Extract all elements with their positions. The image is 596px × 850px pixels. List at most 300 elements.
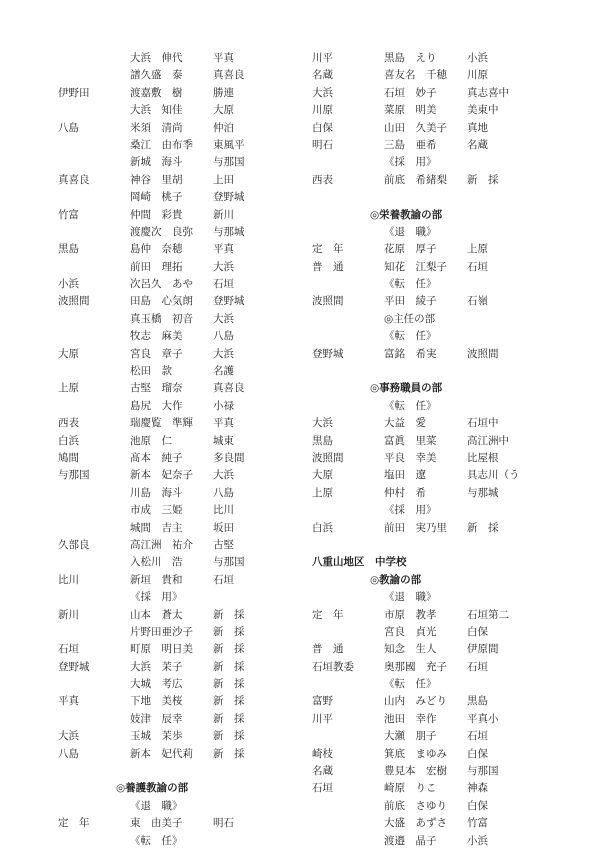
- personnel-row: [58, 172, 328, 189]
- destination: 具志川（う: [467, 469, 520, 482]
- destination: 東風平: [213, 138, 245, 151]
- destination: 多良間: [213, 451, 245, 464]
- personnel-row: [58, 154, 328, 171]
- section-heading-row: [312, 572, 582, 589]
- destination: 与那城: [467, 486, 499, 499]
- subheading: 《退 職》: [384, 225, 437, 238]
- person-name: 大益 愛: [384, 417, 426, 430]
- destination: 上原: [467, 243, 488, 256]
- destination: 比川: [213, 504, 234, 517]
- person-name: 知花 江梨子: [384, 260, 447, 273]
- personnel-row: [58, 659, 328, 676]
- blank-row: [312, 363, 582, 380]
- personnel-row: [312, 433, 582, 450]
- personnel-row: [312, 467, 582, 484]
- school-name: 真喜良: [58, 173, 90, 186]
- school-name: 崎枝: [312, 747, 333, 760]
- person-name: 大浜 茉子: [130, 660, 183, 673]
- subheading: 《退 職》: [130, 799, 183, 812]
- personnel-row: [312, 241, 582, 258]
- school-name: 比川: [58, 573, 79, 586]
- person-name: 田島 心気朗: [130, 295, 193, 308]
- person-name: 真玉橋 初音: [130, 312, 193, 325]
- personnel-row: [312, 67, 582, 84]
- person-name: 宮良 章子: [130, 347, 183, 360]
- destination: 川原: [467, 69, 488, 82]
- personnel-row: [58, 485, 328, 502]
- destination: 大浜: [213, 469, 234, 482]
- person-name: 山内 みどり: [384, 695, 447, 708]
- destination: 比屋根: [467, 451, 499, 464]
- school-name: 白浜: [312, 521, 333, 534]
- person-name: 新本 妃代莉: [130, 747, 193, 760]
- personnel-row: [58, 102, 328, 119]
- district-heading-row: [312, 554, 582, 571]
- school-name: 八島: [58, 121, 79, 134]
- district-heading: 八重山地区 中学校: [312, 556, 407, 569]
- personnel-row: [312, 624, 582, 641]
- person-name: 新垣 貴和: [130, 573, 183, 586]
- destination: 新 採: [213, 643, 245, 656]
- school-name: 波照間: [58, 295, 90, 308]
- subheading: 《採 用》: [384, 504, 437, 517]
- person-name: 城間 吉主: [130, 521, 183, 534]
- school-name: 平真: [58, 695, 79, 708]
- destination: 新 採: [467, 521, 499, 534]
- person-name: 大瀬 朋子: [384, 730, 437, 743]
- destination: 竹富: [467, 817, 488, 830]
- personnel-row: [58, 67, 328, 84]
- personnel-row: [58, 328, 328, 345]
- subheading-row: [312, 502, 582, 519]
- person-name: 山田 久美子: [384, 121, 447, 134]
- subheading-row: [58, 589, 328, 606]
- school-name: 大浜: [312, 417, 333, 430]
- destination: 石垣: [213, 278, 234, 291]
- school-name: 波照間: [312, 295, 344, 308]
- person-name: 前田 実乃里: [384, 521, 447, 534]
- person-name: 下地 美桜: [130, 695, 183, 708]
- right-column: [312, 50, 582, 850]
- destination: 新 採: [213, 625, 245, 638]
- destination: 小禄: [213, 399, 234, 412]
- school-name: 大原: [312, 469, 333, 482]
- personnel-row: [58, 641, 328, 658]
- school-name: 上原: [312, 486, 333, 499]
- personnel-row: [312, 293, 582, 310]
- person-name: 仲間 彩貴: [130, 208, 183, 221]
- personnel-row: [312, 780, 582, 797]
- person-name: 石垣 妙子: [384, 86, 437, 99]
- destination: 名護: [213, 365, 234, 378]
- destination: 石垣第二: [467, 608, 509, 621]
- person-name: 三島 亜希: [384, 138, 437, 151]
- school-name: 名蔵: [312, 69, 333, 82]
- school-name: 西表: [312, 173, 333, 186]
- destination: 黒島: [467, 695, 488, 708]
- person-name: 島仲 奈穂: [130, 243, 183, 256]
- personnel-row: [58, 502, 328, 519]
- subheading-row: [312, 276, 582, 293]
- school-name: 明石: [312, 138, 333, 151]
- destination: 石垣中: [467, 417, 499, 430]
- personnel-row: [312, 485, 582, 502]
- personnel-row: [58, 746, 328, 763]
- school-name: 上原: [58, 382, 79, 395]
- school-name: 久部良: [58, 538, 90, 551]
- school-name: 定 年: [312, 243, 344, 256]
- personnel-row: [312, 763, 582, 780]
- destination: 白保: [467, 799, 488, 812]
- personnel-row: [58, 207, 328, 224]
- personnel-row: [312, 120, 582, 137]
- section-heading: ◎栄養教諭の部: [370, 208, 443, 221]
- school-name: 大浜: [58, 730, 79, 743]
- personnel-row: [58, 85, 328, 102]
- personnel-row: [58, 276, 328, 293]
- personnel-row: [58, 137, 328, 154]
- destination: 平真: [213, 52, 234, 64]
- school-name: 西表: [58, 417, 79, 430]
- person-name: 箕底 まゆみ: [384, 747, 447, 760]
- school-name: 大浜: [312, 86, 333, 99]
- destination: 八島: [213, 330, 234, 343]
- personnel-row: [312, 415, 582, 432]
- person-name: 崎原 りこ: [384, 782, 437, 795]
- person-name: 仲村 希: [384, 486, 426, 499]
- destination: 上田: [213, 173, 234, 186]
- destination: 石垣: [467, 660, 488, 673]
- subheading-row: [312, 311, 582, 328]
- destination: 明石: [213, 817, 234, 830]
- destination: 大浜: [213, 347, 234, 360]
- school-name: 白浜: [58, 434, 79, 447]
- personnel-row: [58, 311, 328, 328]
- subheading: 《転 任》: [130, 834, 183, 847]
- person-name: 菜原 明美: [384, 104, 437, 117]
- destination: 仲泊: [213, 121, 234, 134]
- personnel-row: [58, 398, 328, 415]
- school-name: 大原: [58, 347, 79, 360]
- school-name: 白保: [312, 121, 333, 134]
- school-name: 石垣: [58, 643, 79, 656]
- person-name: 花原 厚子: [384, 243, 437, 256]
- person-name: 平田 綾子: [384, 295, 437, 308]
- person-name: 宮良 貞光: [384, 625, 437, 638]
- person-name: 島尻 大作: [130, 399, 183, 412]
- school-name: 定 年: [58, 817, 90, 830]
- destination: 大浜: [213, 260, 234, 273]
- person-name: 米須 清尚: [130, 121, 183, 134]
- person-name: 知念 生人: [384, 643, 437, 656]
- personnel-row: [58, 607, 328, 624]
- school-name: 黒島: [312, 434, 333, 447]
- subheading: ◎主任の部: [384, 312, 436, 325]
- school-name: 八島: [58, 747, 79, 760]
- section-heading-row: [312, 207, 582, 224]
- subheading-row: [312, 154, 582, 171]
- subheading: 《採 用》: [384, 156, 437, 169]
- destination: 名蔵: [467, 138, 488, 151]
- destination: 石垣: [467, 260, 488, 273]
- destination: 石嶺: [467, 295, 488, 308]
- subheading: 《採 用》: [130, 591, 183, 604]
- personnel-row: [312, 746, 582, 763]
- personnel-row: [58, 728, 328, 745]
- destination: 石垣: [467, 730, 488, 743]
- subheading: 《転 任》: [384, 678, 437, 691]
- school-name: 名蔵: [312, 765, 333, 778]
- person-name: 玉城 茉歩: [130, 730, 183, 743]
- destination: 真志喜中: [467, 86, 509, 99]
- destination: 白保: [467, 625, 488, 638]
- personnel-row: [58, 433, 328, 450]
- destination: 平真: [213, 417, 234, 430]
- personnel-row: [312, 450, 582, 467]
- destination: 神森: [467, 782, 488, 795]
- person-name: 渡邉 晶子: [384, 834, 437, 847]
- school-name: 石垣教委: [312, 660, 354, 673]
- destination: 坂田: [213, 521, 234, 534]
- person-name: 髙本 純子: [130, 451, 183, 464]
- destination: 新 採: [467, 173, 499, 186]
- destination: 真地: [467, 121, 488, 134]
- subheading-row: [312, 328, 582, 345]
- personnel-row: [58, 693, 328, 710]
- personnel-row: [312, 833, 582, 850]
- personnel-row: [58, 346, 328, 363]
- destination: 平真小: [467, 712, 499, 725]
- person-name: 豊見本 宏樹: [384, 765, 447, 778]
- destination: 新 採: [213, 695, 245, 708]
- personnel-row: [58, 224, 328, 241]
- school-name: 与那国: [58, 469, 90, 482]
- personnel-row: [58, 50, 328, 67]
- person-name: 譜久盛 泰: [130, 69, 183, 82]
- person-name: 池原 仁: [130, 434, 172, 447]
- school-name: 伊野田: [58, 86, 90, 99]
- person-name: 大城 考広: [130, 678, 183, 691]
- subheading: 《転 任》: [384, 399, 437, 412]
- subheading-row: [312, 398, 582, 415]
- subheading-row: [58, 798, 328, 815]
- destination: 八島: [213, 486, 234, 499]
- person-name: 渡嘉敷 樹: [130, 86, 183, 99]
- school-name: 新川: [58, 608, 79, 621]
- blank-row: [312, 537, 582, 554]
- destination: 小浜: [467, 52, 488, 64]
- school-name: 川平: [312, 52, 333, 64]
- personnel-row: [312, 85, 582, 102]
- personnel-row: [58, 415, 328, 432]
- personnel-row: [58, 189, 328, 206]
- person-name: 入松川 浩: [130, 556, 183, 569]
- person-name: 市成 三姫: [130, 504, 183, 517]
- person-name: 大浜 知佳: [130, 104, 183, 117]
- school-name: 富野: [312, 695, 333, 708]
- destination: 新 採: [213, 660, 245, 673]
- person-name: 妓津 辰幸: [130, 712, 183, 725]
- section-heading-row: [58, 780, 328, 797]
- person-name: 桑江 由布季: [130, 138, 193, 151]
- destination: 高江洲中: [467, 434, 509, 447]
- school-name: 登野城: [312, 347, 344, 360]
- person-name: 次呂久 あや: [130, 278, 193, 291]
- personnel-row: [58, 259, 328, 276]
- destination: 伊原間: [467, 643, 499, 656]
- personnel-row: [312, 815, 582, 832]
- personnel-row: [58, 676, 328, 693]
- section-heading: ◎事務職員の部: [370, 382, 443, 395]
- subheading: 《転 任》: [384, 278, 437, 291]
- school-name: 登野城: [58, 660, 90, 673]
- person-name: 奥那國 充子: [384, 660, 447, 673]
- personnel-row: [312, 259, 582, 276]
- destination: 石垣: [213, 573, 234, 586]
- personnel-row: [312, 102, 582, 119]
- personnel-row: [58, 293, 328, 310]
- person-name: 高江洲 祐介: [130, 538, 193, 551]
- destination: 平真: [213, 243, 234, 256]
- personnel-row: [312, 607, 582, 624]
- section-heading: ◎養護教諭の部: [116, 782, 189, 795]
- section-heading: ◎教諭の部: [370, 573, 422, 586]
- personnel-row: [58, 554, 328, 571]
- personnel-row: [58, 572, 328, 589]
- destination: 登野城: [213, 191, 245, 204]
- school-name: 波照間: [312, 451, 344, 464]
- personnel-row: [58, 815, 328, 832]
- personnel-row: [312, 659, 582, 676]
- school-name: 普 通: [312, 260, 344, 273]
- destination: 真喜良: [213, 69, 245, 82]
- person-name: 池田 幸作: [384, 712, 437, 725]
- school-name: 普 通: [312, 643, 344, 656]
- subheading-row: [312, 676, 582, 693]
- destination: 城東: [213, 434, 234, 447]
- person-name: 富眞 里菜: [384, 434, 437, 447]
- person-name: 東 由美子: [130, 817, 183, 830]
- destination: 新 採: [213, 608, 245, 621]
- personnel-row: [312, 137, 582, 154]
- subheading-row: [312, 589, 582, 606]
- destination: 大浜: [213, 312, 234, 325]
- person-name: 前底 さゆり: [384, 799, 447, 812]
- person-name: 川島 海斗: [130, 486, 183, 499]
- person-name: 前田 理拓: [130, 260, 183, 273]
- left-column: [58, 50, 328, 850]
- personnel-row: [58, 363, 328, 380]
- destination: 新 採: [213, 712, 245, 725]
- personnel-row: [312, 172, 582, 189]
- personnel-row: [58, 450, 328, 467]
- person-name: 富銘 希実: [384, 347, 437, 360]
- personnel-row: [58, 537, 328, 554]
- destination: 古堅: [213, 538, 234, 551]
- destination: 新 採: [213, 747, 245, 760]
- destination: 白保: [467, 747, 488, 760]
- blank-row: [312, 189, 582, 206]
- personnel-row: [312, 520, 582, 537]
- personnel-row: [58, 520, 328, 537]
- destination: 新川: [213, 208, 234, 221]
- subheading-row: [58, 833, 328, 850]
- personnel-row: [312, 346, 582, 363]
- personnel-row: [58, 120, 328, 137]
- subheading: 《退 職》: [384, 591, 437, 604]
- personnel-row: [58, 380, 328, 397]
- destination: 大原: [213, 104, 234, 117]
- person-name: 平良 幸美: [384, 451, 437, 464]
- destination: 与那城: [213, 225, 245, 238]
- personnel-row: [312, 641, 582, 658]
- personnel-row: [58, 624, 328, 641]
- destination: 与那国: [213, 156, 245, 169]
- destination: 与那国: [467, 765, 499, 778]
- person-name: 渡慶次 良弥: [130, 225, 193, 238]
- person-name: 山本 蒼太: [130, 608, 183, 621]
- personnel-row: [312, 50, 582, 67]
- personnel-row: [312, 711, 582, 728]
- subheading: 《転 任》: [384, 330, 437, 343]
- school-name: 鳩間: [58, 451, 79, 464]
- person-name: 大盛 あずさ: [384, 817, 447, 830]
- blank-row: [58, 763, 328, 780]
- destination: 波照間: [467, 347, 499, 360]
- person-name: 大浜 伸代: [130, 52, 183, 64]
- school-name: 竹富: [58, 208, 79, 221]
- person-name: 瑞慶覧 準輝: [130, 417, 193, 430]
- school-name: 定 年: [312, 608, 344, 621]
- person-name: 松田 款: [130, 365, 172, 378]
- destination: 小浜: [467, 834, 488, 847]
- destination: 美東中: [467, 104, 499, 117]
- destination: 登野城: [213, 295, 245, 308]
- person-name: 喜友名 千穂: [384, 69, 447, 82]
- person-name: 神谷 里胡: [130, 173, 183, 186]
- person-name: 市原 教孝: [384, 608, 437, 621]
- person-name: 黒島 えり: [384, 52, 437, 64]
- person-name: 岡崎 桃子: [130, 191, 183, 204]
- section-heading-row: [312, 380, 582, 397]
- destination: 与那国: [213, 556, 245, 569]
- personnel-row: [58, 711, 328, 728]
- person-name: 塩田 遼: [384, 469, 426, 482]
- person-name: 片野田亜沙子: [130, 625, 193, 638]
- person-name: 町原 明日美: [130, 643, 193, 656]
- person-name: 古堅 瑠奈: [130, 382, 183, 395]
- person-name: 新本 妃奈子: [130, 469, 193, 482]
- school-name: 小浜: [58, 278, 79, 291]
- personnel-row: [58, 467, 328, 484]
- personnel-row: [312, 798, 582, 815]
- subheading-row: [312, 224, 582, 241]
- destination: 勝連: [213, 86, 234, 99]
- school-name: 川平: [312, 712, 333, 725]
- person-name: 新城 海斗: [130, 156, 183, 169]
- personnel-row: [312, 728, 582, 745]
- destination: 新 採: [213, 678, 245, 691]
- destination: 新 採: [213, 730, 245, 743]
- school-name: 川原: [312, 104, 333, 117]
- school-name: 黒島: [58, 243, 79, 256]
- person-name: 牧志 麻美: [130, 330, 183, 343]
- personnel-row: [312, 693, 582, 710]
- school-name: 石垣: [312, 782, 333, 795]
- person-name: 前底 希緒梨: [384, 173, 447, 186]
- personnel-row: [58, 241, 328, 258]
- destination: 真喜良: [213, 382, 245, 395]
